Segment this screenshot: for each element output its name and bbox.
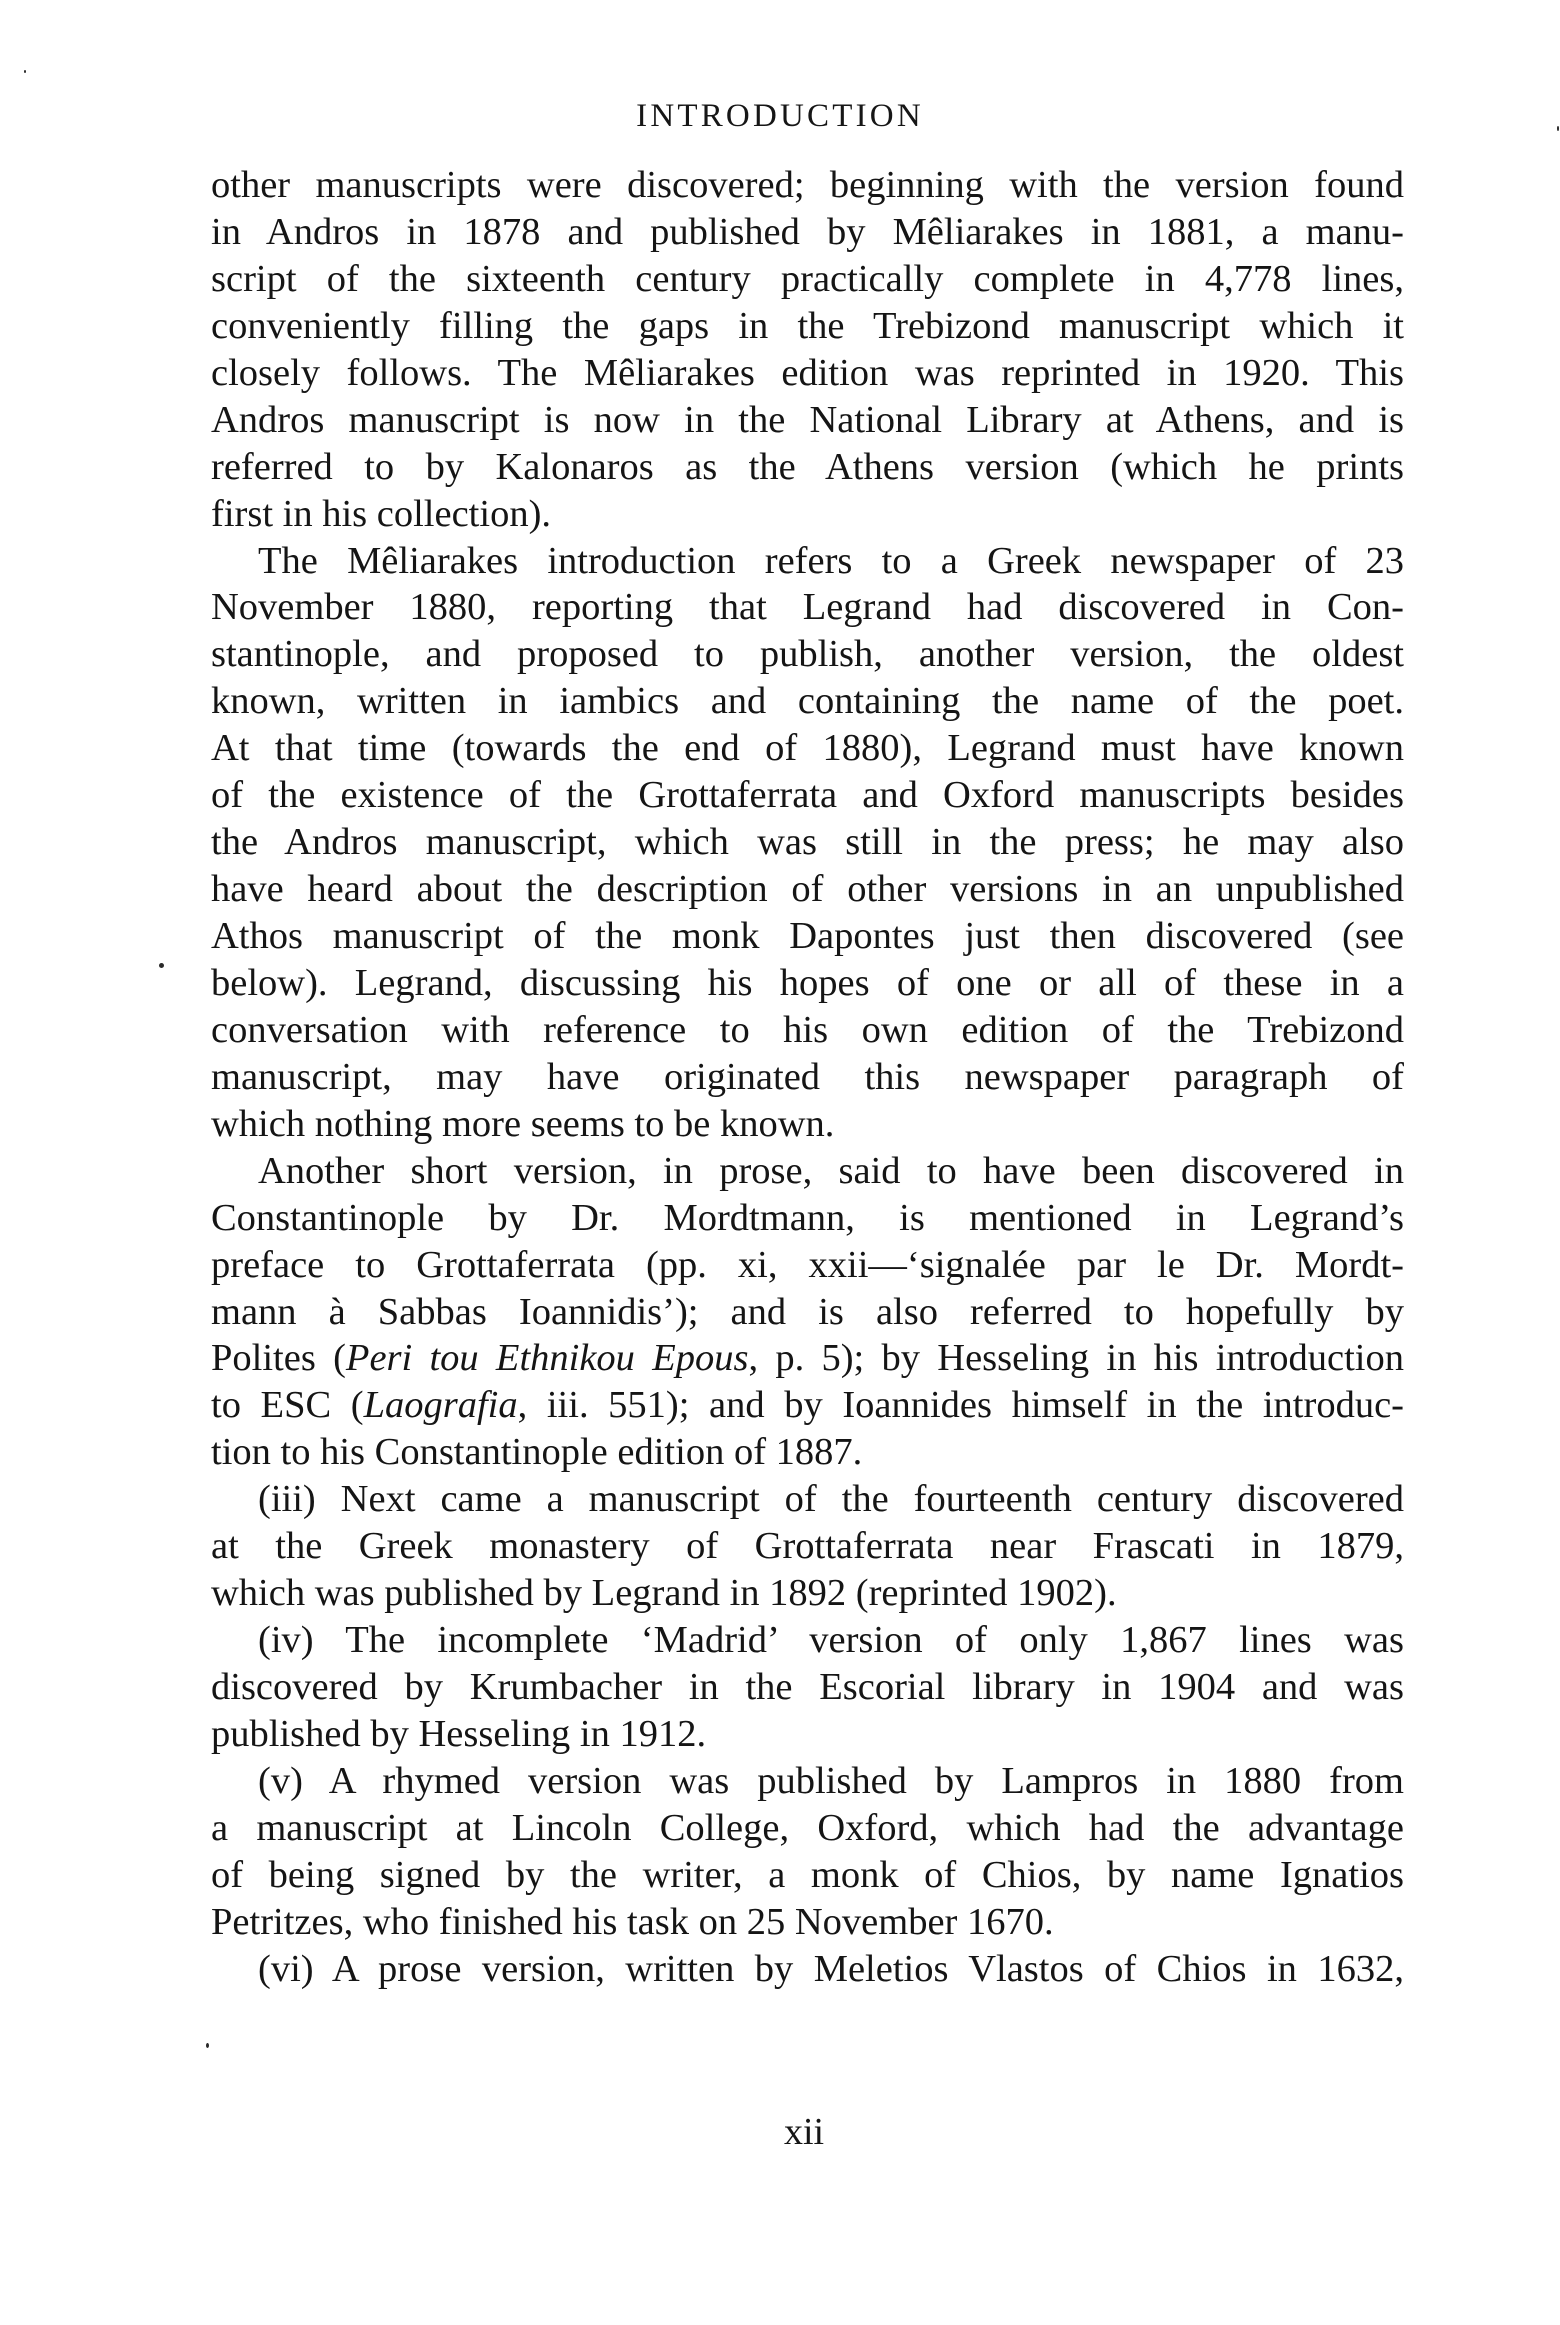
text-run: Polites ( bbox=[211, 1337, 346, 1380]
paragraph-item-vi bbox=[211, 1946, 1404, 1993]
text-line: The Mêliarakes introduction refers to a Greek newspaper of 23 bbox=[258, 539, 1404, 582]
text-line: a manuscript at Lincoln College, Oxford, which had the advantage bbox=[211, 1806, 1404, 1849]
text-line: script of the sixteenth century practically complete in 4,778 lines, bbox=[211, 257, 1404, 300]
text-line: which was published by Legrand in 1892 (reprinted 1902). bbox=[211, 1572, 1117, 1615]
scan-speck bbox=[1557, 126, 1559, 131]
body-text bbox=[211, 162, 1404, 1993]
paragraph-andros-manuscript bbox=[211, 162, 1404, 538]
text-line: tion to his Constantinople edition of 1887. bbox=[211, 1431, 863, 1474]
text-line: Andros manuscript is now in the National Library at Athens, and is bbox=[211, 398, 1404, 441]
scan-speck bbox=[206, 2043, 209, 2048]
text-line: below). Legrand, discussing his hopes of one or all of these in a bbox=[211, 961, 1404, 1004]
scan-speck bbox=[159, 963, 164, 968]
paragraph-meliarakes-introduction bbox=[211, 538, 1404, 1148]
text-line: known, written in iambics and containing the name of the poet. bbox=[211, 680, 1404, 723]
running-head: INTRODUCTION bbox=[636, 98, 924, 134]
text-line: Another short version, in prose, said to have been discovered in bbox=[258, 1149, 1404, 1192]
paragraph-mordtmann-version bbox=[211, 1148, 1404, 1477]
text-run: , iii. 551); and by Ioannides himself in the introduc- bbox=[517, 1384, 1404, 1427]
text-line: (iv) The incomplete ‘Madrid’ version of only 1,867 lines was bbox=[258, 1619, 1404, 1662]
text-line: (v) A rhymed version was published by Lampros in 1880 from bbox=[258, 1759, 1404, 1802]
text-line: have heard about the description of other versions in an unpublished bbox=[211, 868, 1404, 911]
text-line: (iii) Next came a manuscript of the fourteenth century discovered bbox=[258, 1478, 1404, 1521]
scan-speck bbox=[24, 70, 26, 73]
text-run: , p. 5); by Hesseling in his introduction bbox=[748, 1337, 1404, 1380]
paragraph-item-v bbox=[211, 1758, 1404, 1946]
text-line: in Andros in 1878 and published by Mêliarakes in 1881, a manu- bbox=[211, 210, 1404, 253]
text-line: November 1880, reporting that Legrand had discovered in Con- bbox=[211, 586, 1404, 629]
text-line: of the existence of the Grottaferrata and Oxford manuscripts besides bbox=[211, 774, 1404, 817]
text-line: referred to by Kalonaros as the Athens version (which he prints bbox=[211, 445, 1404, 488]
text-line: the Andros manuscript, which was still in the press; he may also bbox=[211, 821, 1404, 864]
text-line: (vi) A prose version, written by Meletios Vlastos of Chios in 1632, bbox=[258, 1947, 1404, 1990]
text-line: stantinople, and proposed to publish, another version, the oldest bbox=[211, 633, 1404, 676]
paragraph-item-iii bbox=[211, 1476, 1404, 1617]
text-line: first in his collection). bbox=[211, 492, 552, 535]
text-line: closely follows. The Mêliarakes edition was reprinted in 1920. This bbox=[211, 351, 1404, 394]
text-line: of being signed by the writer, a monk of Chios, by name Ignatios bbox=[211, 1853, 1404, 1896]
text-line: conveniently filling the gaps in the Trebizond manuscript which it bbox=[211, 304, 1404, 347]
text-line: other manuscripts were discovered; beginning with the version found bbox=[211, 164, 1404, 206]
text-line-esc bbox=[211, 1382, 1404, 1429]
italic-title: Laografia bbox=[363, 1384, 518, 1427]
page-number: xii bbox=[783, 2111, 825, 2153]
paragraph-item-iv bbox=[211, 1617, 1404, 1758]
text-line: At that time (towards the end of 1880), Legrand must have known bbox=[211, 727, 1404, 770]
text-line: which nothing more seems to be known. bbox=[211, 1102, 835, 1145]
text-line: Petritzes, who finished his task on 25 November 1670. bbox=[211, 1900, 1054, 1943]
text-line: Constantinople by Dr. Mordtmann, is mentioned in Legrand’s bbox=[211, 1196, 1404, 1239]
text-run: to ESC ( bbox=[211, 1384, 364, 1427]
text-line: Athos manuscript of the monk Dapontes just then discovered (see bbox=[211, 915, 1404, 957]
text-line: manuscript, may have originated this newspaper paragraph of bbox=[211, 1055, 1404, 1098]
text-line: published by Hesseling in 1912. bbox=[211, 1712, 707, 1755]
text-line: conversation with reference to his own edition of the Trebizond bbox=[211, 1008, 1404, 1051]
text-line: preface to Grottaferrata (pp. xi, xxii—‘signalée par le Dr. Mordt- bbox=[211, 1243, 1404, 1286]
italic-title: Peri tou Ethnikou Epous bbox=[345, 1337, 749, 1380]
text-line: mann à Sabbas Ioannidis’); and is also referred to hopefully by bbox=[211, 1290, 1404, 1333]
text-line: discovered by Krumbacher in the Escorial library in 1904 and was bbox=[211, 1666, 1404, 1708]
text-line-polites bbox=[211, 1335, 1404, 1382]
text-line: at the Greek monastery of Grottaferrata near Frascati in 1879, bbox=[211, 1525, 1404, 1568]
